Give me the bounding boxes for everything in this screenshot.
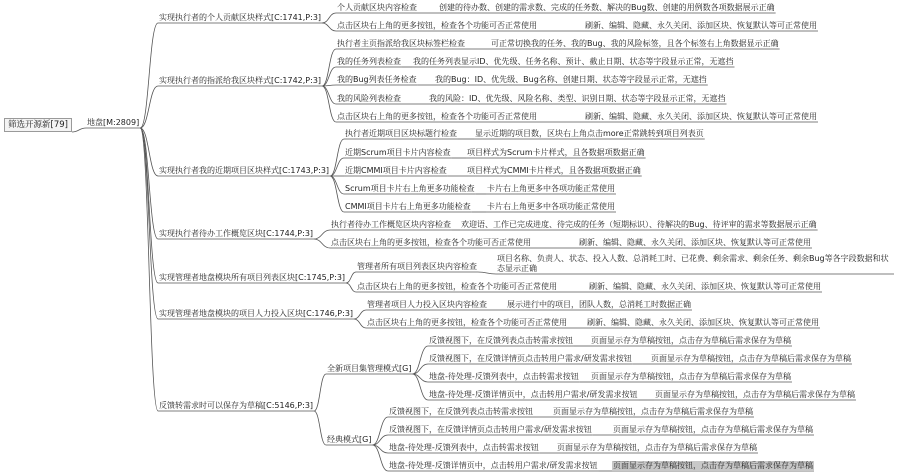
node-g2-c3[interactable]: 我的Bug列表任务检查: [337, 75, 417, 84]
node-g4-c1[interactable]: 执行者待办工作概览区块内容检查: [331, 220, 451, 229]
node-g4-c2a[interactable]: 刷新、编辑、隐藏、永久关闭、添加区块、恢复默认等可正常使用: [579, 238, 811, 247]
node-g2-c3a[interactable]: 我的Bug：ID、优先级、Bug名称、创建日期、状态等字段显示正常，无遮挡: [435, 75, 707, 84]
node-g3-c5[interactable]: CMMI项目卡片右上角更多功能检查: [345, 202, 471, 211]
node-g2-c1[interactable]: 执行者主页指派给我区块标签栏检查: [337, 39, 465, 48]
node-g2-title[interactable]: 实现执行者的指派给我区块样式[C:1742,P:3]: [159, 76, 322, 85]
node-g2-c4a[interactable]: 我的风险：ID、优先级、风险名称、类型、识别日期、状态等字段显示正常，无遮挡: [429, 94, 726, 103]
node-g3-c4a[interactable]: 卡片右上角更多中各项功能正常使用: [487, 184, 615, 193]
node-g7-s1c4[interactable]: 地盘-待处理-反馈详情页中，点击转用户需求/研发需求按钮: [429, 390, 638, 399]
node-g7-s1c3a[interactable]: 页面显示存为草稿按钮，点击存为草稿后需求保存为草稿: [591, 372, 791, 381]
node-g5-c1a[interactable]: 项目名称、负责人、状态、投入人数、总消耗工时、已花费、剩余需求、剩余任务、剩余Bug等各字段数据和状态显示正确: [497, 254, 889, 273]
node-g5-c1[interactable]: 管理者所有项目列表区块内容检查: [357, 262, 477, 271]
node-g7-s2c4[interactable]: 地盘-待处理-反馈详情页中，点击转用户需求/研发需求按钮: [389, 461, 598, 470]
node-g7-s2c2a[interactable]: 页面显示存为草稿按钮，点击存为草稿后需求保存为草稿: [613, 425, 813, 434]
node-g2-c4[interactable]: 我的风险列表检查: [337, 94, 401, 103]
node-g1-c2[interactable]: 点击区块右上角的更多按钮，检查各个功能可否正常使用: [337, 21, 537, 30]
node-g7-s1c2a[interactable]: 页面显示存为草稿按钮，点击存为草稿后需求保存为草稿: [651, 354, 851, 363]
node-g3-c1[interactable]: 执行者近期项目区块标题行检查: [345, 129, 457, 138]
node-g7-s2c1a[interactable]: 页面显示存为草稿按钮，点击存为草稿后需求保存为草稿: [553, 407, 753, 416]
node-g2-c5[interactable]: 点击区块右上角的更多按钮，检查各个功能可否正常使用: [337, 112, 537, 121]
node-g7-s2[interactable]: 经典模式[G]: [327, 435, 372, 444]
node-g3-title[interactable]: 实现执行者我的近期项目区块样式[C:1743,P:3]: [159, 166, 330, 175]
node-g7-s1c1a[interactable]: 页面显示存为草稿按钮，点击存为草稿后需求保存为草稿: [591, 336, 791, 345]
node-g1-title[interactable]: 实现执行者的个人贡献区块样式[C:1741,P:3]: [159, 13, 322, 22]
node-g6-c1a[interactable]: 展示进行中的项目，团队人数，总消耗工时数据正确: [507, 300, 691, 309]
node-g4-title[interactable]: 实现执行者待办工作概览区块[C:1744,P:3]: [159, 229, 314, 238]
node-g6-c2a[interactable]: 刷新、编辑、隐藏、永久关闭、添加区块、恢复默认等可正常使用: [587, 318, 819, 327]
node-g7-s2c2[interactable]: 反馈视图下，在反馈详情页点击转用户需求/研发需求按钮: [389, 425, 592, 434]
node-g2-c5a[interactable]: 刷新、编辑、隐藏、永久关闭、添加区块、恢复默认等可正常使用: [585, 112, 817, 121]
node-g1-c1a[interactable]: 创建的待办数、创建的需求数、完成的任务数、解决的Bug数、创建的用例数各项数据展示正确: [439, 3, 775, 12]
node-g3-c2a[interactable]: 项目样式为Scrum卡片样式，且各数据项数据正确: [467, 148, 645, 157]
node-g6-c1[interactable]: 管理者项目人力投入区块内容检查: [367, 300, 487, 309]
node-g5-c2[interactable]: 点击区块右上角的更多按钮，检查各个功能可否正常使用: [357, 282, 557, 291]
node-g3-c4[interactable]: Scrum项目卡片右上角更多功能检查: [345, 184, 475, 193]
node-g7-s1c3[interactable]: 地盘-待处理-反馈列表中，点击转需求按钮: [429, 372, 579, 381]
node-g7-s2c4a[interactable]: 页面显示存为草稿按钮，点击存为草稿后需求保存为草稿: [613, 461, 813, 470]
node-g4-c1a[interactable]: 欢迎语、工作已完成进度、待完成的任务（短期标识）、待解决的Bug、待评审的需求等数据展示正确: [461, 220, 817, 229]
node-g3-c3[interactable]: 近期CMMI项目卡片内容检查: [345, 166, 447, 175]
node-g3-c3a[interactable]: 项目样式为CMMI卡片样式，且各数据项数据正确: [467, 166, 641, 175]
node-g7-s1c2[interactable]: 反馈视图下，在反馈详情页点击转用户需求/研发需求按钮: [429, 354, 632, 363]
node-g6-c2[interactable]: 点击区块右上角的更多按钮，检查各个功能可否正常使用: [367, 318, 567, 327]
root-node[interactable]: 筛选开源新[79]: [4, 118, 72, 132]
node-g4-c2[interactable]: 点击区块右上角的更多按钮，检查各个功能可否正常使用: [331, 238, 531, 247]
node-g2-c2[interactable]: 我的任务列表检查: [337, 57, 401, 66]
node-g2-c1a[interactable]: 可正常切换我的任务、我的Bug、我的风险标签，且各个标签右上角数据显示正确: [491, 39, 779, 48]
node-g7-s2c3a[interactable]: 页面显示存为草稿按钮，点击存为草稿后需求保存为草稿: [557, 443, 757, 452]
node-g5-c2a[interactable]: 刷新、编辑、隐藏、永久关闭、添加区块、恢复默认等可正常使用: [589, 282, 821, 291]
node-dipan[interactable]: 地盘[M:2809]: [87, 118, 140, 127]
node-g5-title[interactable]: 实现管理者地盘模块所有项目列表区块[C:1745,P:3]: [159, 273, 346, 282]
node-g1-c2a[interactable]: 刷新、编辑、隐藏、永久关闭、添加区块、恢复默认等可正常使用: [585, 21, 817, 30]
node-g7-s2c1[interactable]: 反馈视图下，在反馈列表点击转需求按钮: [389, 407, 533, 416]
node-g7-s1c1[interactable]: 反馈视图下，在反馈列表点击转需求按钮: [429, 336, 573, 345]
node-g6-title[interactable]: 实现管理者地盘模块的项目人力投入区块[C:1746,P:3]: [159, 309, 354, 318]
node-g3-c5a[interactable]: 卡片右上角更多中各项功能正常使用: [487, 202, 615, 211]
node-g7-s1c4a[interactable]: 页面显示存为草稿按钮，点击存为草稿后需求保存为草稿: [655, 390, 855, 399]
node-g7-title[interactable]: 反馈转需求时可以保存为草稿[C:5146,P:3]: [159, 401, 314, 410]
node-g3-c1a[interactable]: 显示近期的项目数，区块右上角点击more正常跳转到项目列表页: [475, 129, 704, 138]
node-g7-s2c3[interactable]: 地盘-待处理-反馈列表中，点击转需求按钮: [389, 443, 539, 452]
node-g2-c2a[interactable]: 我的任务列表显示ID、优先级、任务名称、预计、截止日期、状态等字段显示正常，无遮挡: [413, 57, 734, 66]
node-g1-c1[interactable]: 个人贡献区块内容检查: [337, 3, 417, 12]
node-g7-s1[interactable]: 全新项目集管理模式[G]: [327, 364, 412, 373]
node-g3-c2[interactable]: 近期Scrum项目卡片内容检查: [345, 148, 451, 157]
